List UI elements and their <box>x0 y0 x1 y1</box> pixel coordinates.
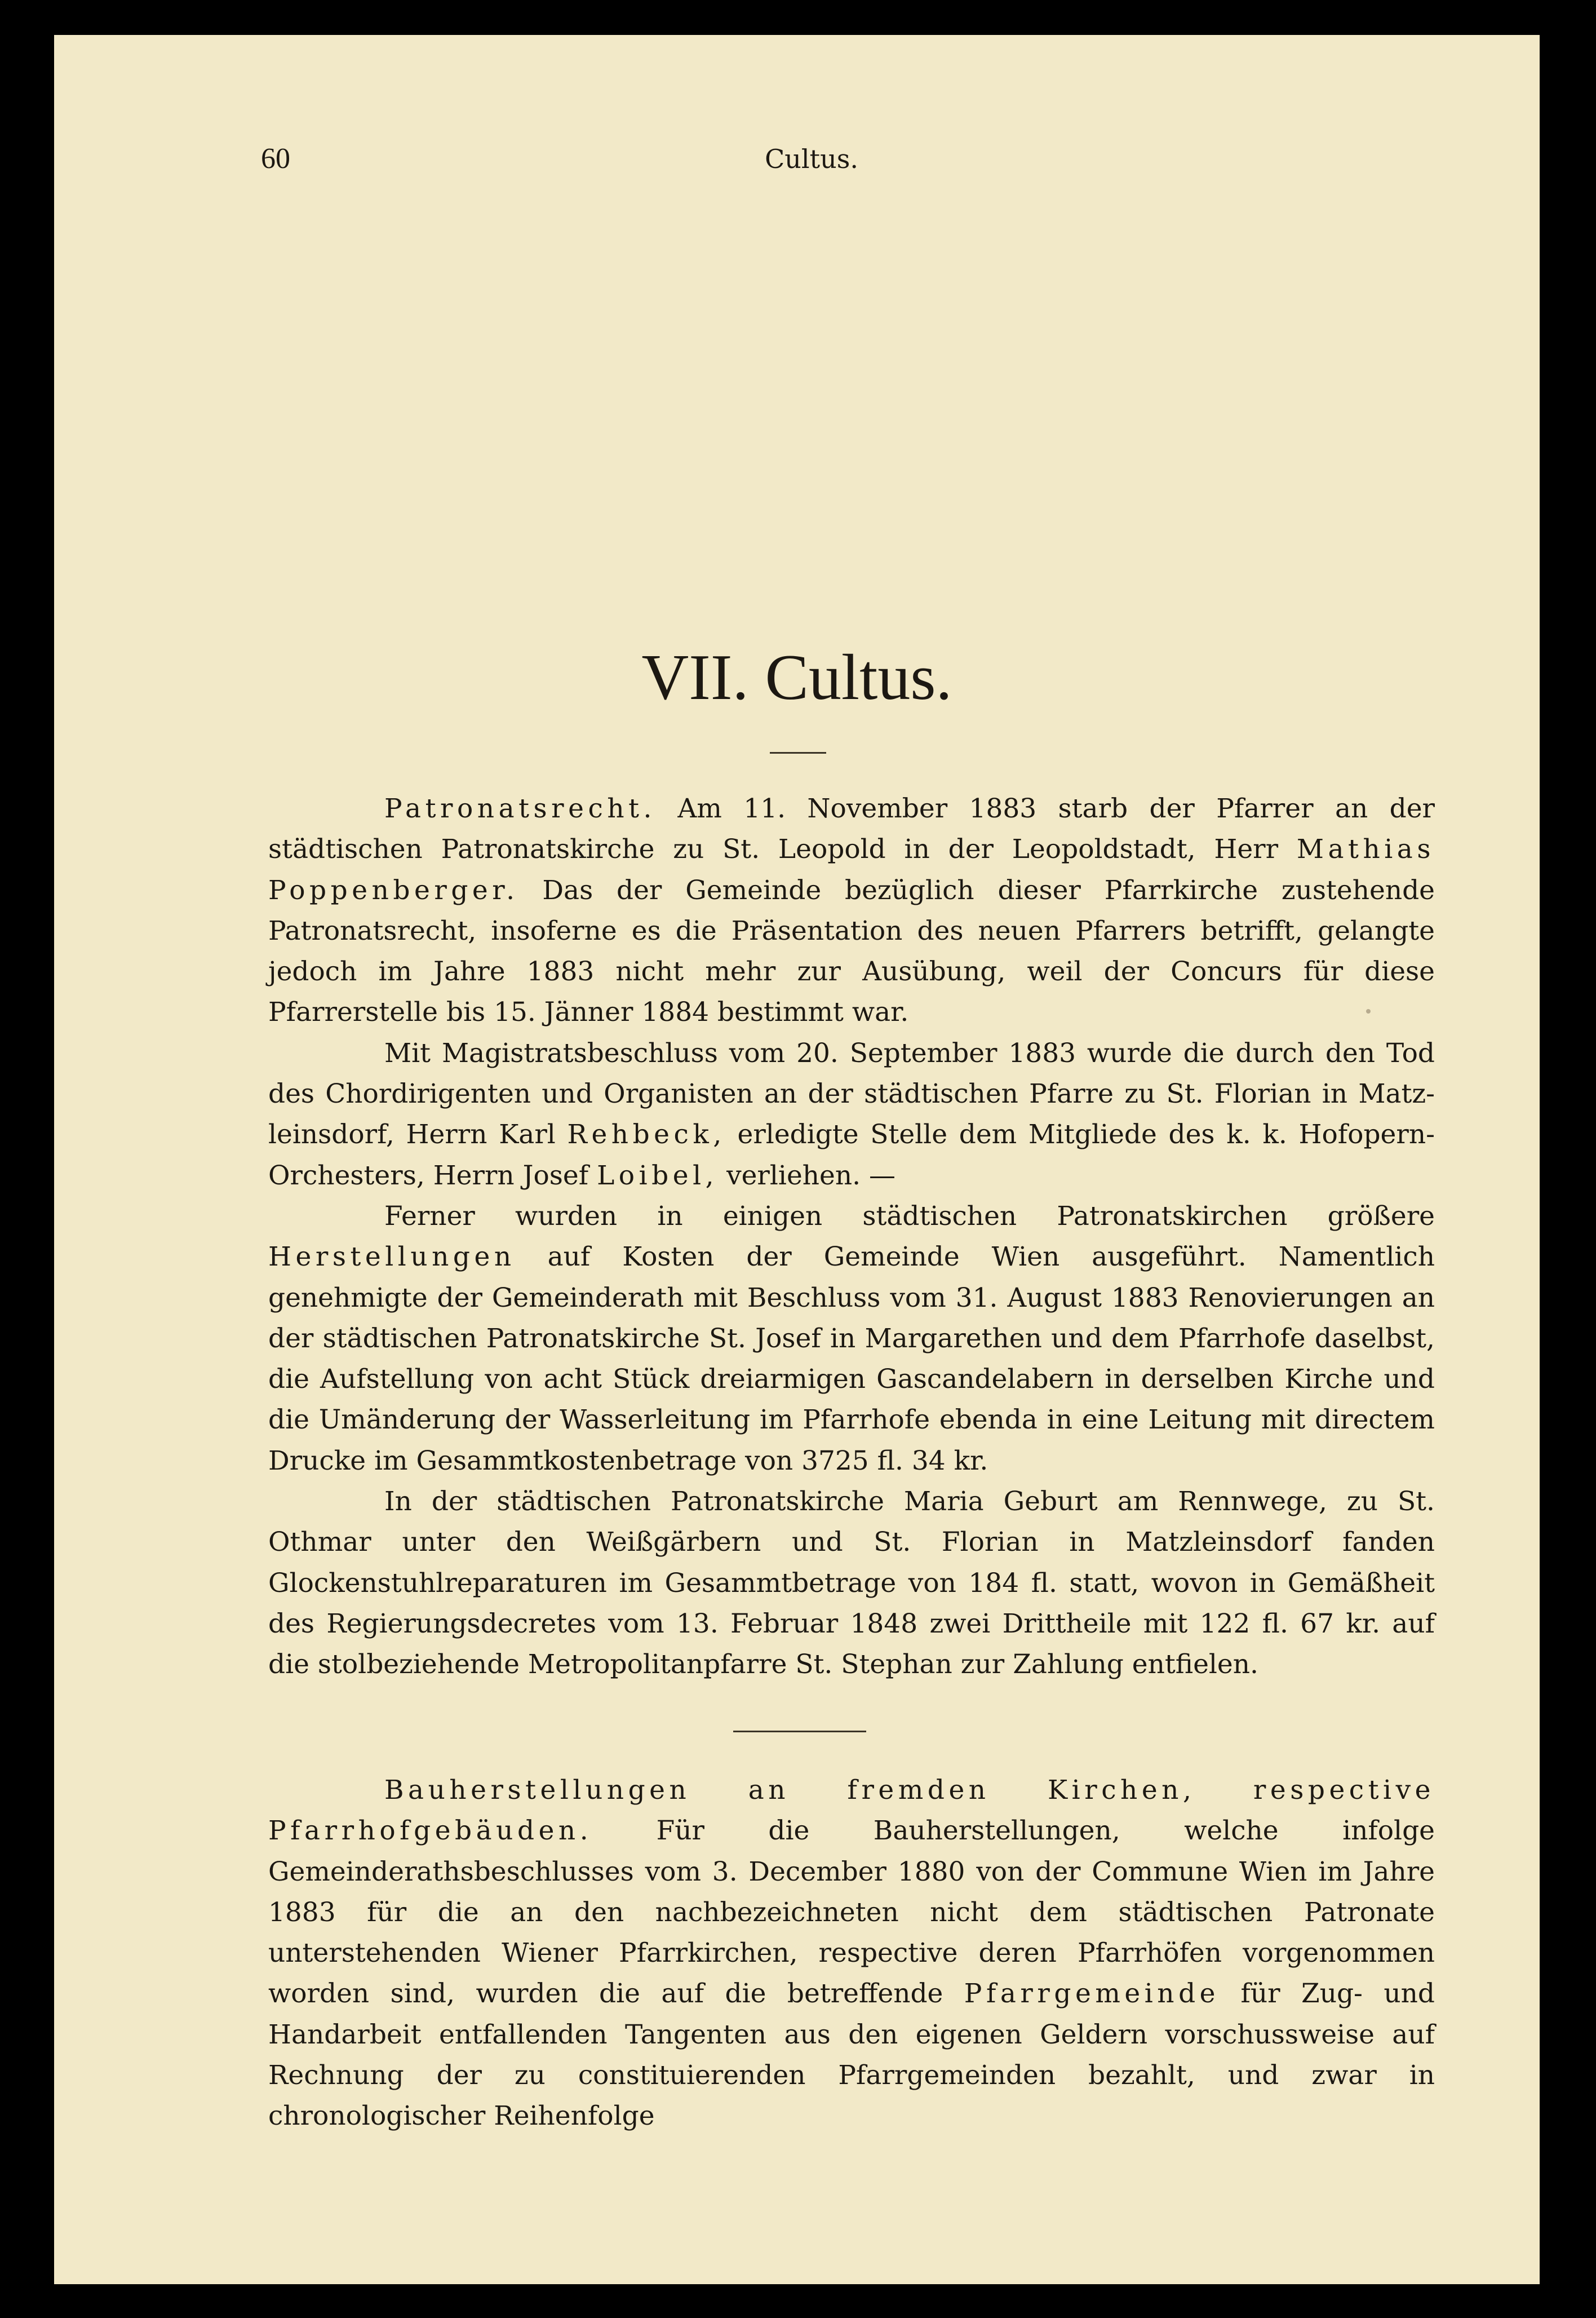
paragraph-patronatsrecht <box>268 789 1435 1033</box>
person-name: Rehbeck, <box>567 1119 726 1151</box>
paragraph-text: Ferner wurden in einigen städtischen Patronatskirchen größere <box>384 1200 1435 1232</box>
paragraph-text: erledigte Stelle dem Mitgliede des k. k. Hofopern‑ Orchesters, Herrn Josef <box>268 1119 1435 1191</box>
emphasized-term: Herstellungen <box>268 1241 516 1273</box>
running-head <box>54 136 1540 182</box>
paragraph-bauherstellungen <box>268 1770 1435 2137</box>
chapter-title: VII. Cultus. <box>641 642 952 714</box>
page-number: 60 <box>261 143 290 175</box>
person-name: Loibel, <box>597 1160 719 1191</box>
paragraph-herstellungen <box>268 1196 1435 1481</box>
emphasized-term: Pfarrgemeinde <box>964 1978 1220 2010</box>
paragraph-text: verliehen. — <box>718 1160 896 1191</box>
paragraph-heading: Bauherstellungen an fremden Kirchen, respective Pfarrhofgebäuden. <box>268 1775 1435 1847</box>
paragraph-glockenstuhl <box>268 1481 1435 1685</box>
person-name: Mathias Poppenberger. <box>268 834 1435 906</box>
paragraph-magistratsbeschluss <box>268 1033 1435 1196</box>
paragraph-text: für Zug‑ und Handarbeit entfallenden Tangenten aus den eigenen Geldern vorschussweise auf Rechnung der zu constituierenden Pfarrgemeinden bezahlt, und zwar in chronologischer Reihenfolge <box>268 1978 1435 2132</box>
book-page <box>54 35 1540 2284</box>
section-patronatsrecht <box>268 789 1435 1686</box>
paragraph-text: Das der Gemeinde bezüglich dieser Pfarrkirche zustehende Patronatsrecht, insoferne es die Präsentation des neuen Pfarrers betrifft, gelangte jedoch im Jahre 1883 nicht mehr zur Ausübung, weil der Concurs für diese Pfarrerstelle bis 15. Jänner 1884 bestimmt war. <box>268 874 1435 1028</box>
paragraph-heading: Patronatsrecht. <box>384 793 656 824</box>
title-divider <box>770 752 826 754</box>
paragraph-text: Für die Bauherstellungen, welche infolge Gemeinderathsbeschlusses vom 3. December 1880 von der Commune Wien im Jahre 1883 für die an den nachbezeichneten nicht dem städtischen Patronate unterstehenden Wiener Pfarrkirchen, respective deren Pfarrhöfen vorgenommen worden sind, wurden die auf die betreffende <box>268 1815 1435 2010</box>
paragraph-text: Mit Magistratsbeschluss vom 20. September 1883 wurde die durch den Tod des Chordirigenten und Organisten an der städtischen Pfarre zu St. Florian in Matz‑ leinsdorf, Herrn Karl <box>268 1037 1435 1151</box>
section-bauherstellungen <box>268 1770 1435 2137</box>
ink-speck <box>1366 1009 1371 1014</box>
section-divider <box>733 1731 866 1732</box>
paragraph-text: auf Kosten der Gemeinde Wien ausgeführt. Namentlich genehmigte der Gemeinderath mit Beschluss vom 31. August 1883 Renovierungen an der städtischen Patronatskirche St. Josef in Margarethen und dem Pfarrhofe daselbst, die Aufstellung von acht Stück dreiarmigen Gascandelabern in derselben Kirche und die Umänderung der Wasserleitung im Pfarrhofe ebenda in eine Leitung mit directem Drucke im Gesammtkostenbetrage von 3725 fl. 34 kr. <box>268 1241 1435 1476</box>
paragraph-text: In der städtischen Patronatskirche Maria Geburt am Rennwege, zu St. Othmar unter den Weißgärbern und St. Florian in Matzleinsdorf fanden Glockenstuhlreparaturen im Gesammtbetrage von 184 fl. statt, wovon in Gemäßheit des Regierungsdecretes vom 13. Februar 1848 zwei Drittheile mit 122 fl. 67 kr. auf die stolbeziehende Metropolitanpfarre St. Stephan zur Zahlung entfielen. <box>268 1486 1435 1680</box>
running-title: Cultus. <box>765 144 858 174</box>
paragraph-text: Am 11. November 1883 starb der Pfarrer an der städtischen Patronatskirche zu St. Leopold in der Leopoldstadt, Herr <box>268 793 1435 865</box>
